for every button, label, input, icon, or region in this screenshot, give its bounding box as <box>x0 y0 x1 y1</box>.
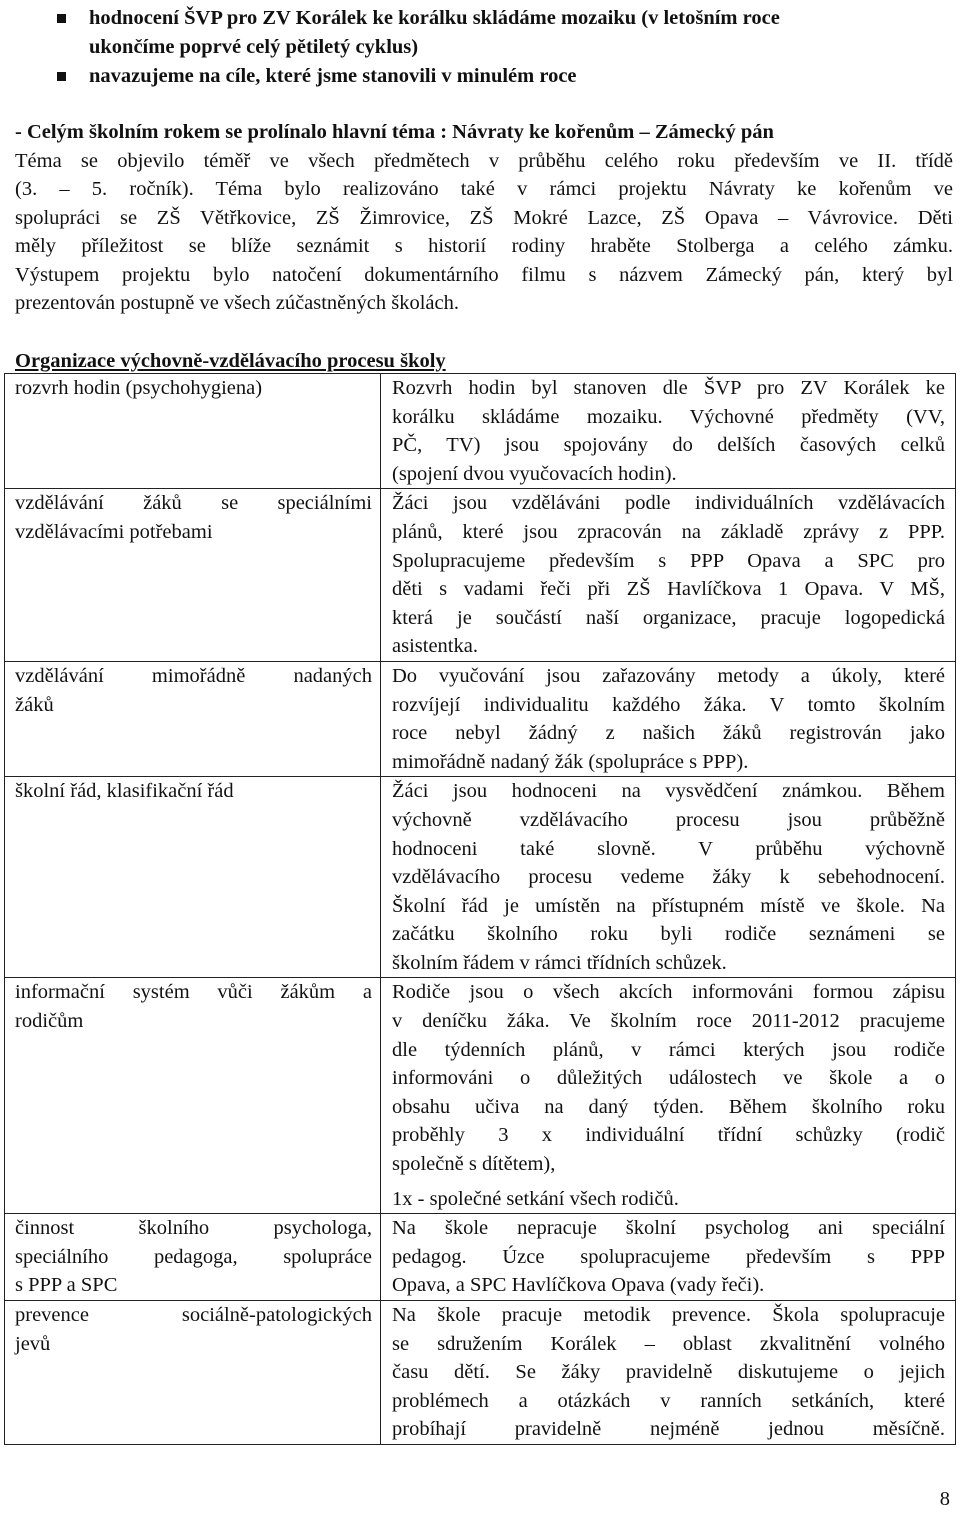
description-line: PČ, TV) jsou spojovány do delších časových celků <box>392 434 945 457</box>
topic-line: vzdělávání mimořádně nadaných <box>15 664 372 687</box>
description-line: Spolupracujeme především s PPP Opava a SPC pro <box>392 549 945 572</box>
row-topic-cell <box>5 1214 381 1301</box>
description-line: problémech a otázkách v ranních setkáních, které <box>392 1389 945 1412</box>
row-topic-cell <box>5 374 381 489</box>
description-text <box>392 489 945 661</box>
description-line: školním řádem v rámci třídních schůzek. <box>392 951 727 974</box>
topic-line: rozvrh hodin (psychohygiena) <box>15 377 263 399</box>
table-row <box>5 1301 956 1445</box>
description-line: děti s vadami řeči při ZŠ Havlíčkova 1 Opava. V MŠ, <box>392 578 945 601</box>
intro-line: měly příležitost se blíže seznámit s historií rodiny hraběte Stolberga a celého zámku. <box>15 235 953 257</box>
description-line: hodnoceni také slovně. V průběhu výchovně <box>392 837 945 860</box>
row-topic-cell <box>5 489 381 662</box>
description-line: (spojení dvou vyučovacích hodin). <box>392 462 677 485</box>
table-row <box>5 1214 956 1301</box>
intro-line: Téma se objevilo téměř ve všech předmětech v průběhu celého roku především ve II. třídě <box>15 149 953 172</box>
description-line: Rozvrh hodin byl stanoven dle ŠVP pro ZV Korálek ke <box>392 377 945 399</box>
description-line: proběhly 3 x individuální třídní schůzky (rodič <box>392 1124 945 1147</box>
description-line: Opava, a SPC Havlíčkova Opava (vady řeči). <box>392 1274 765 1297</box>
topic-line: vzdělávání žáků se speciálními <box>15 492 372 515</box>
description-line: v deníčku žáka. Ve školním roce 2011-2012 pracujeme <box>392 1010 945 1033</box>
organization-table <box>4 373 956 1445</box>
description-line: pedagog. Úzce spolupracujeme především s PPP <box>392 1245 945 1268</box>
description-line: Do vyučování jsou zařazovány metody a úkoly, které <box>392 664 945 687</box>
description-text <box>392 1214 945 1300</box>
table-row <box>5 777 956 978</box>
intro-line: spolupráci se ZŠ Větřkovice, ZŠ Žimrovice, ZŠ Mokré Lazce, ZŠ Opava – Vávrovice. Děti <box>15 206 953 229</box>
row-description-cell <box>381 1301 956 1445</box>
topic-line: speciálního pedagoga, spolupráce <box>15 1245 372 1268</box>
intro-lead: - Celým školním rokem se prolínalo hlavní téma : Návraty ke kořenům – Zámecký pán <box>15 121 774 143</box>
intro-line: prezentován postupně ve všech zúčastněných školách. <box>15 292 460 314</box>
square-bullet-icon <box>57 14 66 23</box>
bullet-item <box>53 62 953 91</box>
description-line: se sdružením Korálek – oblast zkvalitnění volného <box>392 1332 945 1355</box>
bullet-line: hodnocení ŠVP pro ZV Korálek ke korálku skládáme mozaiku (v letošním roce <box>89 7 780 29</box>
description-line: Na škole nepracuje školní psycholog ani speciální <box>392 1217 945 1240</box>
description-text <box>392 777 945 977</box>
row-description-cell <box>381 1214 956 1301</box>
topic-text <box>15 777 372 806</box>
topic-line: vzdělávacími potřebami <box>15 520 213 543</box>
description-line: mimořádně nadaný žák (spolupráce s PPP). <box>392 750 749 773</box>
description-line: Žáci jsou vzděláváni podle individuálních vzdělávacích <box>392 492 945 515</box>
square-bullet-icon <box>57 72 66 81</box>
table-row <box>5 661 956 776</box>
table-row <box>5 374 956 489</box>
topic-text <box>15 978 372 1035</box>
description-line: Školní řád je umístěn na přístupném místě ve škole. Na <box>392 894 945 917</box>
bullet-line: navazujeme na cíle, které jsme stanovili v minulém roce <box>89 65 577 87</box>
row-topic-cell <box>5 978 381 1214</box>
bullet-list <box>53 4 953 91</box>
description-line: Rodiče jsou o všech akcích informováni formou zápisu <box>392 981 945 1004</box>
description-line: asistentka. <box>392 635 478 658</box>
intro-paragraph <box>15 118 953 318</box>
topic-text <box>15 1214 372 1300</box>
description-line: času dětí. Se žáky pravidelně diskutujeme o jejich <box>392 1361 945 1384</box>
table-row <box>5 978 956 1214</box>
row-description-cell <box>381 489 956 662</box>
topic-text <box>15 374 372 403</box>
description-line: výchovně vzdělávacího procesu jsou průběžně <box>392 808 945 831</box>
topic-text <box>15 662 372 719</box>
description-line: roce nebyl žádný z našich žáků registrován jako <box>392 722 945 745</box>
row-description-cell <box>381 777 956 978</box>
description-line: plánů, které jsou zpracován na základě zprávy z PPP. <box>392 520 945 543</box>
description-line: Žáci jsou hodnoceni na vysvědčení známkou. Během <box>392 780 945 803</box>
row-description-cell <box>381 661 956 776</box>
topic-line: žáků <box>15 693 54 716</box>
topic-line: prevence sociálně-patologických <box>15 1304 372 1326</box>
intro-line: Výstupem projektu bylo natočení dokumentárního filmu s názvem Zámecký pán, který byl <box>15 263 953 286</box>
description-line: která je součástí naší organizace, pracuje logopedická <box>392 606 945 629</box>
topic-line: jevů <box>15 1332 51 1355</box>
description-line: obsahu učiva na daný týden. Během školního roku <box>392 1095 945 1118</box>
topic-line: s PPP a SPC <box>15 1274 118 1297</box>
description-line: dle týdenních plánů, v rámci kterých jsou rodiče <box>392 1038 945 1061</box>
row-description-cell <box>381 374 956 489</box>
topic-line: informační systém vůči žákům a <box>15 981 372 1004</box>
topic-text <box>15 1301 372 1358</box>
intro-line: (3. – 5. ročník). Téma bylo realizováno také v rámci projektu Návraty ke kořenům ve <box>15 178 953 200</box>
description-line: 1x - společné setkání všech rodičů. <box>392 1187 679 1210</box>
description-line: informováni o důležitých událostech ve škole a o <box>392 1067 945 1090</box>
topic-line: rodičům <box>15 1010 84 1033</box>
description-text <box>392 374 945 488</box>
description-text <box>392 978 945 1213</box>
row-topic-cell <box>5 1301 381 1445</box>
description-text <box>392 1301 945 1444</box>
row-topic-cell <box>5 661 381 776</box>
description-line: vzdělávacího procesu vedeme žáky k sebehodnocení. <box>392 866 945 889</box>
row-description-cell <box>381 978 956 1214</box>
description-line: začátku školního roku byli rodiče seznámeni se <box>392 923 945 946</box>
topic-line: činnost školního psychologa, <box>15 1217 372 1240</box>
description-line: společně s dítětem), <box>392 1153 556 1176</box>
description-line: korálku skládáme mozaiku. Výchovné předměty (VV, <box>392 405 945 428</box>
bullet-item <box>53 4 953 62</box>
description-line: Na škole pracuje metodik prevence. Škola spolupracuje <box>392 1304 945 1326</box>
table-row <box>5 489 956 662</box>
topic-text <box>15 489 372 546</box>
section-heading: Organizace výchovně-vzdělávacího procesu školy <box>15 350 446 372</box>
topic-line: školní řád, klasifikační řád <box>15 780 234 803</box>
description-line: probíhají pravidelně nejméně jednou měsíčně. <box>392 1418 945 1441</box>
description-line: rozvíjejí individualitu každého žáka. V tomto školním <box>392 693 945 716</box>
description-text <box>392 662 945 776</box>
row-topic-cell <box>5 777 381 978</box>
page-number: 8 <box>939 1488 950 1510</box>
bullet-line: ukončíme poprvé celý pětiletý cyklus) <box>89 36 419 58</box>
